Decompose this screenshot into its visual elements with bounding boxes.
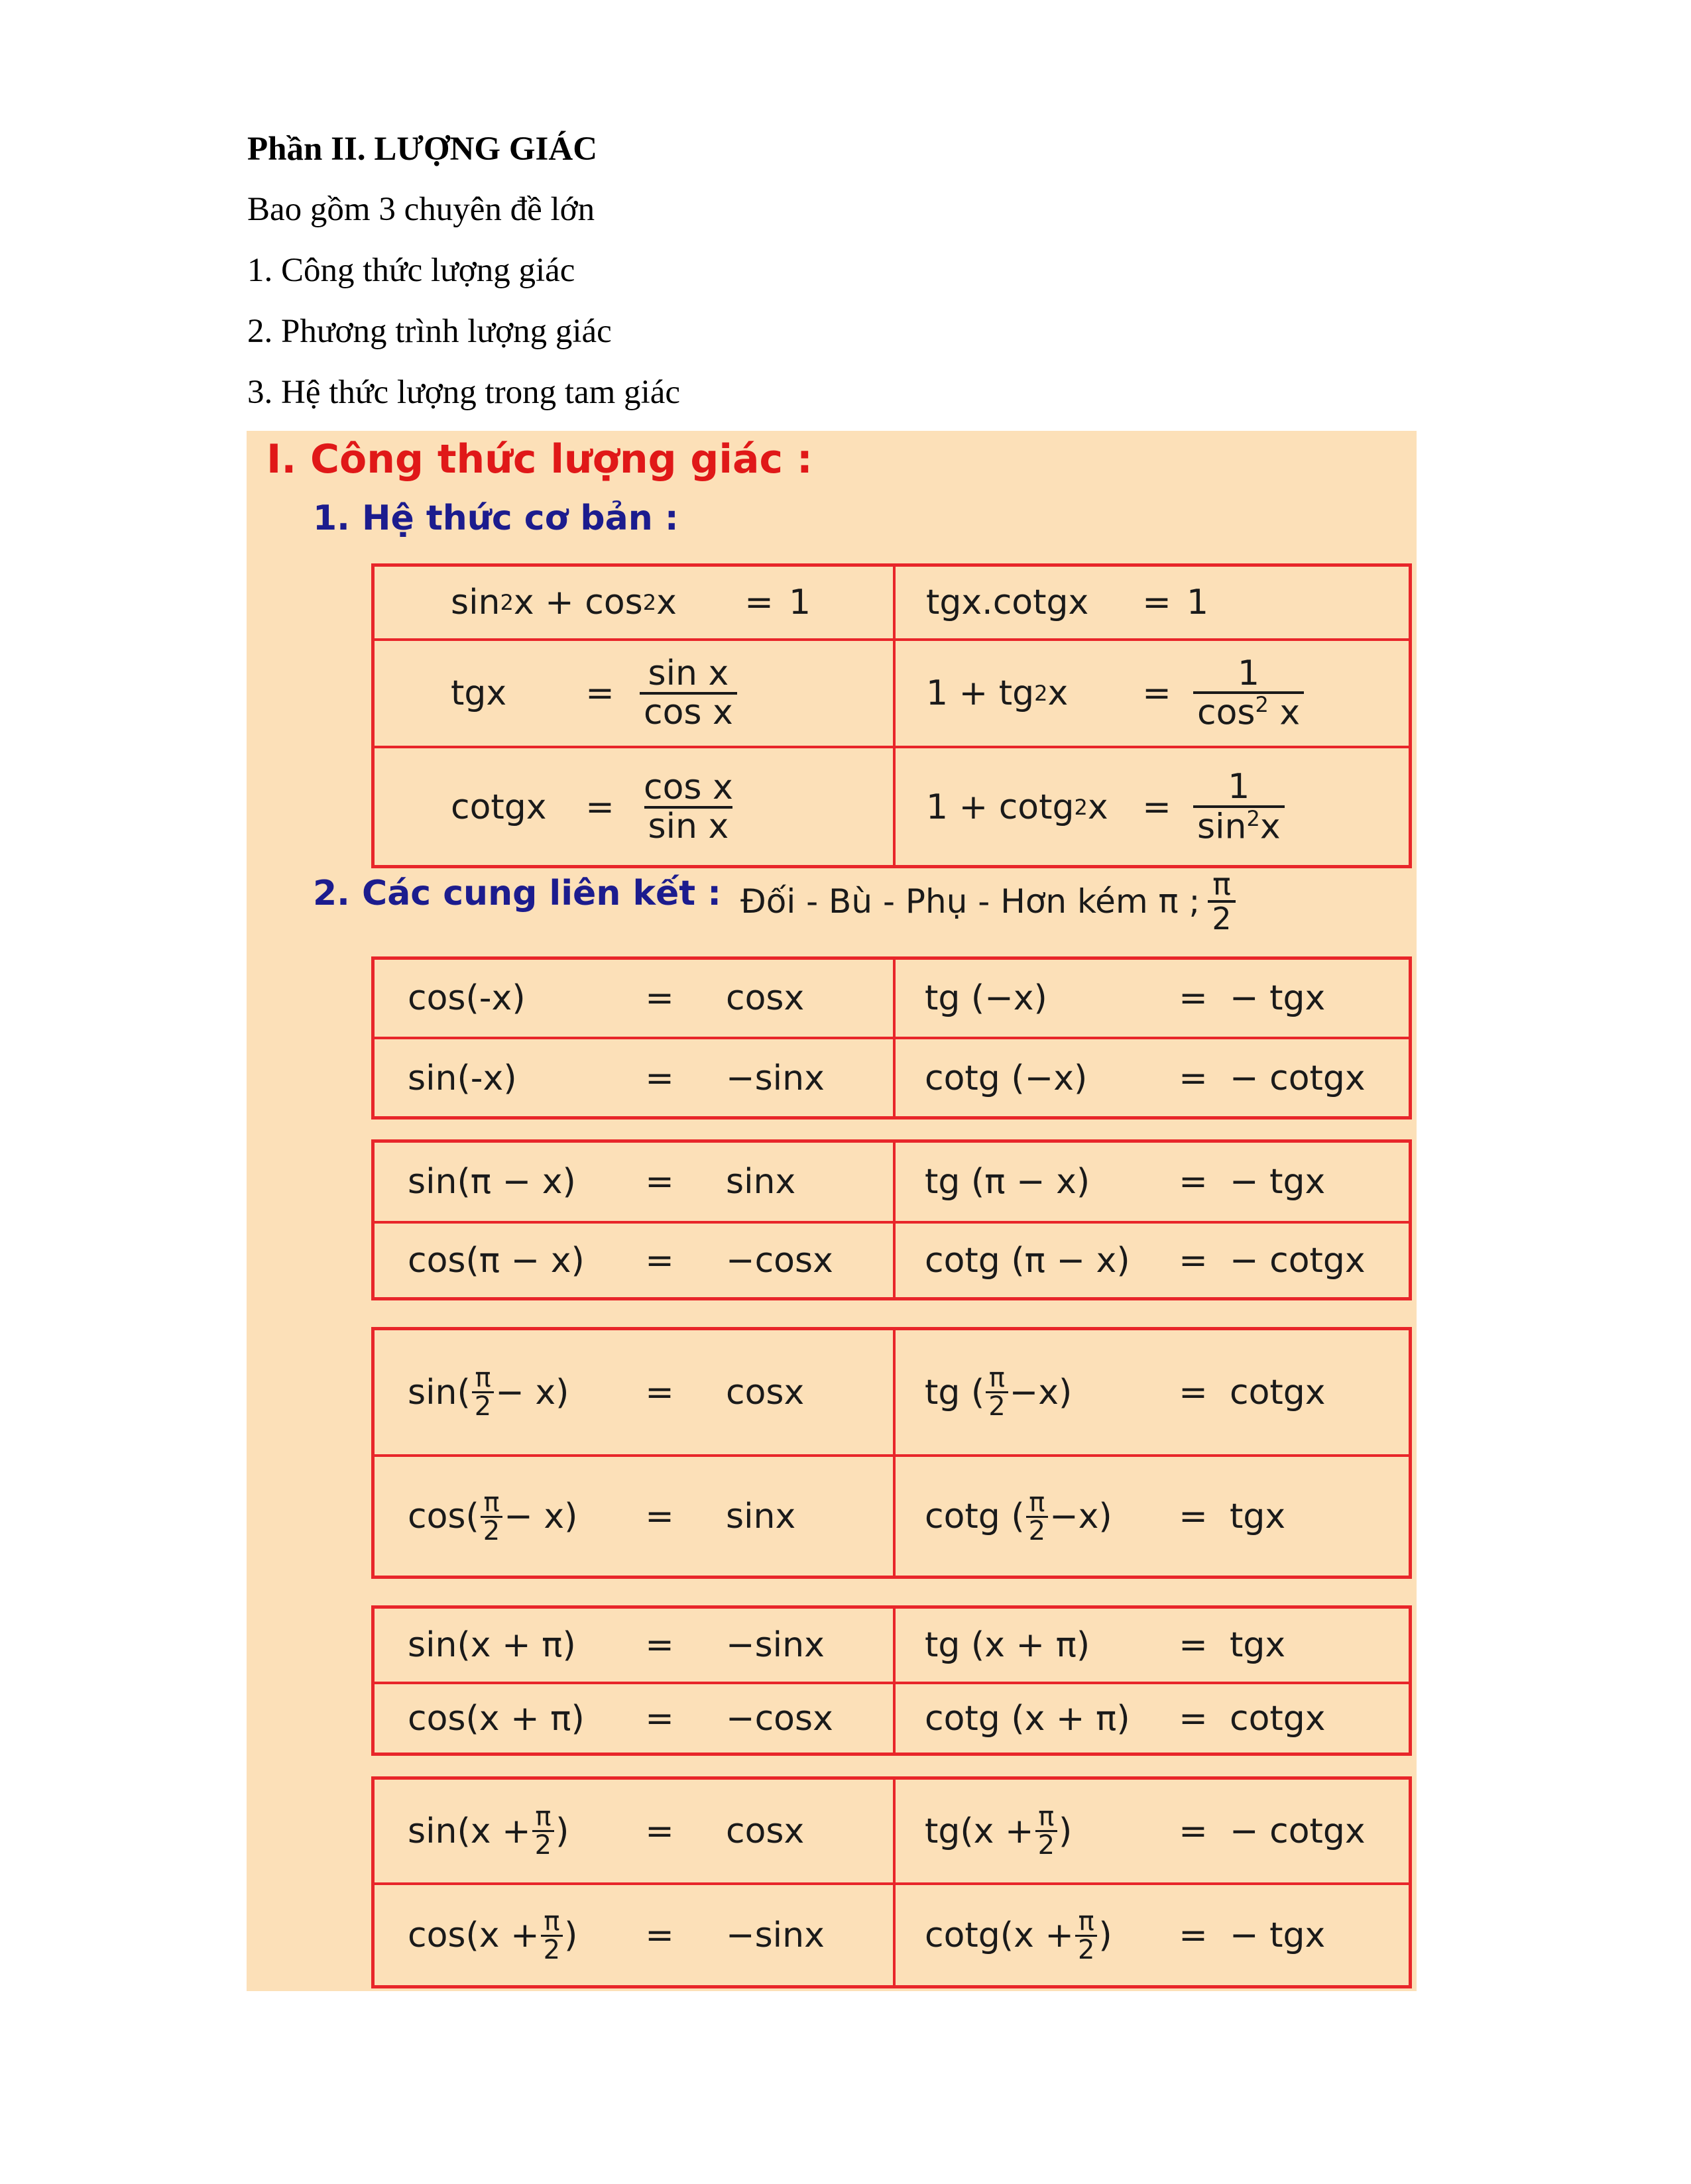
formula-lhs: tgx [451,673,507,713]
formula-lhs: tg (π − x) [925,1162,1090,1202]
table-row [375,1454,1409,1576]
page-title: Phần II. LƯỢNG GIÁC [247,131,598,168]
formula-lhs: cotg (x + π) [925,1699,1130,1739]
topic-item: 1. Công thức lượng giác [247,252,575,289]
equals-sign: = [744,583,774,622]
formula-lhs: sin( π 2 − x) [408,1363,569,1422]
formula-lhs: cos(x + $\frac{\pi}{2}$ ) [408,1906,578,1965]
table-row [375,1330,1409,1454]
formula-rhs: cotgx [1230,1372,1326,1412]
formula-rhs: 1 [789,583,811,622]
formula-lhs: tg ( π 2 −x) [925,1363,1073,1422]
equals-sign: = [1142,583,1171,622]
equals-sign: = [645,1162,674,1202]
equals-sign: = [645,1811,674,1851]
basic-identities-title: 1. Hệ thức cơ bản : [313,498,679,538]
formula-lhs: 1 + cotg 2 x [926,787,1108,827]
formula-rhs: −cosx [726,1699,833,1739]
formula-rhs: sinx [726,1497,796,1536]
formula-lhs: tg (x + π) [925,1625,1090,1665]
formula-rhs: $\frac{1}{\sin^2x}$ [1193,748,1285,866]
table-row [375,1682,1409,1753]
formula-rhs: $\frac{\text{sin x}}{\text{cos x}}$ [640,641,737,746]
formula-rhs: $\frac{\text{cos x}}{\text{sin x}}$ [644,767,733,846]
formula-lhs: cos(-x) [408,978,526,1018]
formula-lhs: cotgx [451,787,547,827]
formula-lhs: cos(π − x) [408,1241,585,1281]
formula-rhs: − tgx [1230,978,1326,1018]
section-title: I. Công thức lượng giác : [266,436,813,483]
pi-offset-arcs-table [371,1605,1412,1756]
formula-rhs: − cotgx [1230,1811,1366,1851]
equals-sign: = [1142,673,1171,713]
formula-lhs: cos(x + π) [408,1699,585,1739]
equals-sign: = [645,978,674,1018]
formula-rhs: sinx [726,1162,796,1202]
table-row [375,638,1409,746]
associated-arcs-title: 2. Các cung liên kết : [313,874,722,913]
formula-rhs: − tgx [1230,1162,1326,1202]
basic-identities-table [371,563,1412,868]
formula-lhs: tg (−x) [925,978,1047,1018]
formula-lhs: sin 2 x + cos 2 x [451,583,677,622]
equals-sign: = [645,1241,674,1281]
formula-rhs: −sinx [726,1058,825,1098]
topic-item: 3. Hệ thức lượng trong tam giác [247,374,681,411]
equals-sign: = [1179,1058,1208,1098]
formula-lhs: sin(x + π) [408,1625,576,1665]
formula-panel [247,431,1417,1991]
formula-rhs: cosx [726,1811,805,1851]
formula-lhs: cotg (−x) [925,1058,1088,1098]
table-row [375,1143,1409,1221]
topic-item: 2. Phương trình lượng giác [247,313,612,350]
table-row [375,1780,1409,1882]
table-row [375,1221,1409,1298]
formula-lhs: tg(x + $\frac{\pi}{2}$ ) [925,1802,1073,1861]
formula-lhs: tgx.cotgx [926,583,1089,622]
equals-sign: = [1142,787,1171,827]
complementary-arcs-table [371,1327,1412,1579]
formula-rhs: − cotgx [1230,1241,1366,1281]
formula-rhs: −sinx [726,1916,825,1955]
equals-sign: = [645,1625,674,1665]
formula-rhs: tgx [1230,1497,1286,1536]
formula-lhs: 1 + tg 2 x [926,673,1069,713]
half-pi-offset-arcs-table [371,1776,1412,1988]
formula-lhs: cos( π 2 − x) [408,1487,578,1546]
equals-sign: = [645,1058,674,1098]
equals-sign: = [645,1497,674,1536]
formula-rhs: − tgx [1230,1916,1326,1955]
formula-lhs: sin(π − x) [408,1162,576,1202]
subtitle: Bao gồm 3 chuyên đề lớn [247,191,595,228]
formula-rhs: cosx [726,978,805,1018]
formula-rhs: −sinx [726,1625,825,1665]
equals-sign: = [1179,1625,1208,1665]
equals-sign: = [1179,978,1208,1018]
table-row [375,746,1409,866]
table-row [375,960,1409,1037]
formula-rhs: cosx [726,1372,805,1412]
table-row [375,567,1409,638]
formula-rhs: $\frac{1}{\cos^2 x}$ [1193,641,1304,746]
equals-sign: = [1179,1811,1208,1851]
equals-sign: = [645,1372,674,1412]
formula-rhs: −cosx [726,1241,833,1281]
formula-rhs: tgx [1230,1625,1286,1665]
formula-lhs: cotg (π − x) [925,1241,1130,1281]
opposite-arcs-table [371,956,1412,1120]
formula-lhs: cotg ( π 2 −x) [925,1487,1112,1546]
equals-sign: = [1179,1699,1208,1739]
equals-sign: = [1179,1497,1208,1536]
formula-lhs: cotg(x + $\frac{\pi}{2}$ ) [925,1906,1112,1965]
formula-rhs: cotgx [1230,1699,1326,1739]
equals-sign: = [645,1699,674,1739]
equals-sign: = [585,787,614,827]
equals-sign: = [1179,1241,1208,1281]
supplementary-arcs-table [371,1139,1412,1300]
formula-rhs: − cotgx [1230,1058,1366,1098]
table-row [375,1882,1409,1986]
equals-sign: = [1179,1372,1208,1412]
table-row [375,1037,1409,1117]
equals-sign: = [1179,1162,1208,1202]
formula-rhs: 1 [1187,583,1209,622]
formula-lhs: sin(x + $\frac{\pi}{2}$ ) [408,1802,569,1861]
equals-sign: = [645,1916,674,1955]
equals-sign: = [1179,1916,1208,1955]
formula-lhs: sin(-x) [408,1058,517,1098]
equals-sign: = [585,673,614,713]
table-row [375,1609,1409,1682]
associated-arcs-subtitle: Đối - Bù - Phụ - Hơn kém π ; $\frac{\pi}{2}$ [740,868,1236,935]
